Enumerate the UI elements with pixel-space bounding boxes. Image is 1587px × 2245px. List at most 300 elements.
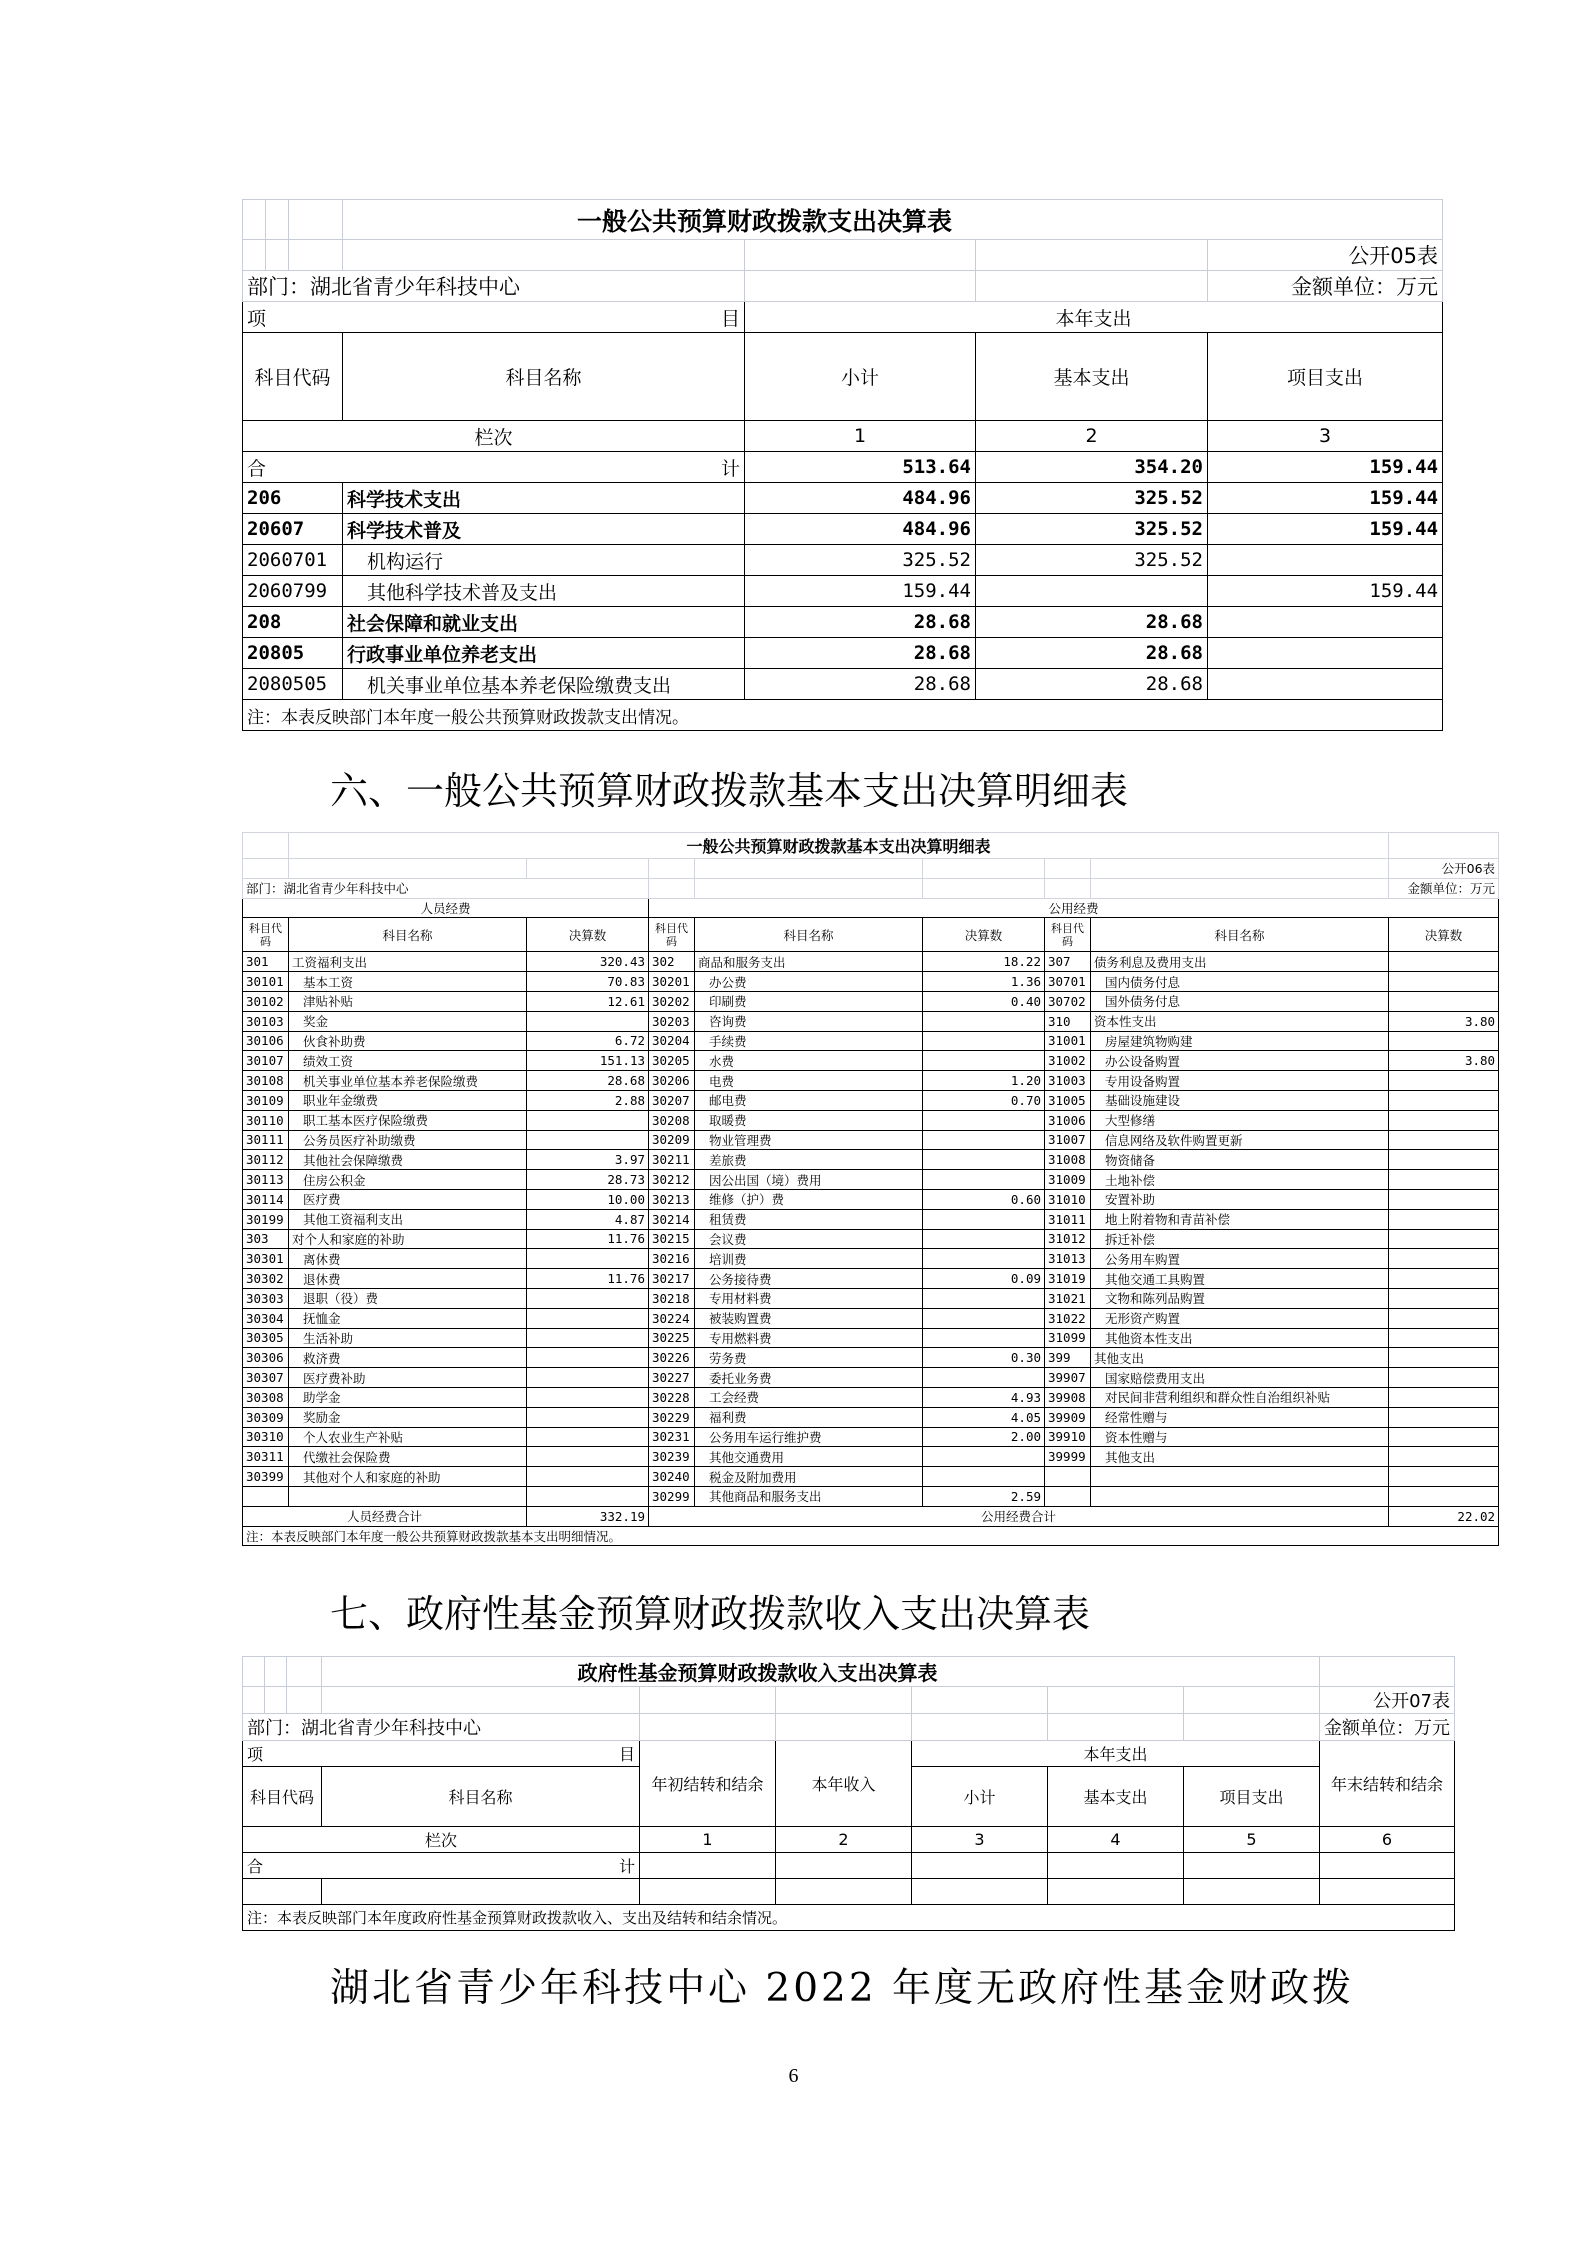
subject-name-cell: 经常性赠与: [1091, 1407, 1389, 1427]
subject-code-cell: 310: [1045, 1011, 1091, 1031]
subject-name-cell: 基础设施建设: [1091, 1090, 1389, 1110]
general-budget-expenditure-table: [242, 199, 1443, 731]
subject-name-cell: 邮电费: [695, 1090, 923, 1110]
subject-code-cell: 30111: [243, 1130, 289, 1150]
table-title: 政府性基金预算财政拨款收入支出决算表: [322, 1657, 1320, 1687]
subject-name-cell: 房屋建筑物购建: [1091, 1031, 1389, 1051]
amount-cell: [527, 1486, 649, 1506]
header-project-expenditure: 项目支出: [1184, 1767, 1320, 1827]
subject-name-cell: 办公设备购置: [1091, 1051, 1389, 1071]
subject-code-cell: 30101: [243, 972, 289, 992]
subject-name-cell: 拆迁补偿: [1091, 1229, 1389, 1249]
subject-name-cell: 无形资产购置: [1091, 1308, 1389, 1328]
subject-name-cell: 基本工资: [289, 972, 527, 992]
subject-code-cell: 31010: [1045, 1189, 1091, 1209]
subject-code-cell: 30306: [243, 1348, 289, 1368]
subject-code-cell: 30108: [243, 1071, 289, 1091]
header-item: 项 目: [243, 302, 745, 333]
subject-name-cell: 劳务费: [695, 1348, 923, 1368]
amount-cell: 11.76: [527, 1229, 649, 1249]
subject-code-cell: 31012: [1045, 1229, 1091, 1249]
subject-code-cell: 30209: [649, 1130, 695, 1150]
column-index-1: 1: [640, 1827, 776, 1853]
amount-cell: [527, 1348, 649, 1368]
subject-code-cell: 30214: [649, 1209, 695, 1229]
table-row: [243, 1229, 1499, 1249]
header-subject-name: 科目名称: [322, 1767, 640, 1827]
subject-code-cell: 30114: [243, 1189, 289, 1209]
subject-name-cell: 公务接待费: [695, 1269, 923, 1289]
amount-cell: [527, 1328, 649, 1348]
subject-code-cell: 30240: [649, 1467, 695, 1487]
amount-cell: [527, 1368, 649, 1388]
subject-code-cell: 30213: [649, 1189, 695, 1209]
amount-cell: [923, 1110, 1045, 1130]
table-row: [243, 1407, 1499, 1427]
subject-code-cell: 30399: [243, 1467, 289, 1487]
subject-name-cell: 抚恤金: [289, 1308, 527, 1328]
subject-name-cell: 工会经费: [695, 1387, 923, 1407]
table-row: [243, 1170, 1499, 1190]
column-index-2: 2: [976, 421, 1208, 452]
subject-name-cell: 债务利息及费用支出: [1091, 952, 1389, 972]
subject-name-cell: 对民间非营利组织和群众性自治组织补贴: [1091, 1387, 1389, 1407]
subject-code-cell: 302: [649, 952, 695, 972]
total-subtotal: 513.64: [745, 452, 976, 483]
amount-cell: [1389, 1348, 1499, 1368]
amount-cell: [1389, 952, 1499, 972]
subject-code-cell: 301: [243, 952, 289, 972]
subject-name-cell: 国内债务付息: [1091, 972, 1389, 992]
subject-code-cell: 39999: [1045, 1447, 1091, 1467]
subject-code-cell: 30211: [649, 1150, 695, 1170]
header-opening-balance: 年初结转和结余: [640, 1741, 776, 1827]
amount-cell: [1389, 991, 1499, 1011]
column-index-5: 5: [1184, 1827, 1320, 1853]
subject-name-cell: 委托业务费: [695, 1368, 923, 1388]
body-paragraph: 湖北省青少年科技中心 2022 年度无政府性基金财政拨: [330, 1966, 1355, 2011]
subject-code-cell: 39909: [1045, 1407, 1091, 1427]
subject-code-cell: 30218: [649, 1288, 695, 1308]
subject-name-cell: 医疗费补助: [289, 1368, 527, 1388]
subject-name-cell: 对个人和家庭的补助: [289, 1229, 527, 1249]
amount-cell: [1389, 1110, 1499, 1130]
subject-name-cell: 培训费: [695, 1249, 923, 1269]
amount-cell: [527, 1288, 649, 1308]
table-row: 2060701 机构运行 325.52 325.52: [243, 545, 1443, 576]
subject-name-cell: 职工基本医疗保险缴费: [289, 1110, 527, 1130]
amount-cell: 10.00: [527, 1189, 649, 1209]
amount-cell: [923, 1130, 1045, 1150]
subject-code-cell: 30107: [243, 1051, 289, 1071]
amount-cell: 0.40: [923, 991, 1045, 1011]
subject-name-cell: 机关事业单位基本养老保险缴费: [289, 1071, 527, 1091]
amount-cell: [527, 1407, 649, 1427]
subject-name-cell: 个人农业生产补贴: [289, 1427, 527, 1447]
department-label: 部门：湖北省青少年科技中心: [243, 1714, 640, 1741]
subject-code-cell: 30224: [649, 1308, 695, 1328]
table-row: [243, 1090, 1499, 1110]
subject-code-cell: 30309: [243, 1407, 289, 1427]
amount-cell: [1389, 1170, 1499, 1190]
header-subject-code: 科目代码: [649, 918, 695, 952]
amount-cell: 0.09: [923, 1269, 1045, 1289]
header-subject-name: 科目名称: [289, 918, 527, 952]
table-code: 公开05表: [1208, 240, 1443, 271]
column-index-label: 栏次: [243, 1827, 640, 1853]
subject-code-cell: 30239: [649, 1447, 695, 1467]
subject-code-cell: 30201: [649, 972, 695, 992]
subject-code-cell: 30226: [649, 1348, 695, 1368]
header-amount: 决算数: [923, 918, 1045, 952]
header-personnel-expenses: 人员经费: [243, 898, 649, 918]
subject-name-cell: 其他商品和服务支出: [695, 1486, 923, 1506]
subject-name-cell: 资本性支出: [1091, 1011, 1389, 1031]
subject-name-cell: 咨询费: [695, 1011, 923, 1031]
personnel-total-value: 332.19: [527, 1506, 649, 1526]
header-closing-balance: 年末结转和结余: [1320, 1741, 1455, 1827]
amount-cell: 6.72: [527, 1031, 649, 1051]
amount-cell: [923, 1209, 1045, 1229]
amount-cell: 28.73: [527, 1170, 649, 1190]
amount-cell: 2.59: [923, 1486, 1045, 1506]
amount-cell: [1389, 1486, 1499, 1506]
table-row: [243, 1051, 1499, 1071]
subject-code-cell: 30227: [649, 1368, 695, 1388]
amount-cell: 2.00: [923, 1427, 1045, 1447]
amount-cell: 3.80: [1389, 1051, 1499, 1071]
table-row: [243, 1486, 1499, 1506]
subject-code-cell: 30202: [649, 991, 695, 1011]
amount-cell: 0.70: [923, 1090, 1045, 1110]
amount-cell: [527, 1387, 649, 1407]
amount-cell: [1389, 1447, 1499, 1467]
table-title: 一般公共预算财政拨款基本支出决算明细表: [289, 833, 1389, 859]
subject-name-cell: 被装购置费: [695, 1308, 923, 1328]
amount-cell: [923, 1011, 1045, 1031]
amount-cell: 3.80: [1389, 1011, 1499, 1031]
page-number: 6: [788, 2065, 799, 2087]
amount-cell: [923, 1229, 1045, 1249]
subject-name-cell: 文物和陈列品购置: [1091, 1288, 1389, 1308]
subject-name-cell: 电费: [695, 1071, 923, 1091]
table-note: 注：本表反映部门本年度一般公共预算财政拨款基本支出明细情况。: [243, 1526, 1499, 1546]
subject-name-cell: 物业管理费: [695, 1130, 923, 1150]
table-row: [243, 1130, 1499, 1150]
subject-code-cell: 30102: [243, 991, 289, 1011]
subject-code-cell: 30106: [243, 1031, 289, 1051]
amount-cell: [923, 1467, 1045, 1487]
amount-cell: [527, 1011, 649, 1031]
amount-cell: [1389, 1249, 1499, 1269]
subject-code-cell: 30204: [649, 1031, 695, 1051]
table-row: 206 科学技术支出 484.96 325.52 159.44: [243, 483, 1443, 514]
table-row: [243, 1209, 1499, 1229]
subject-name-cell: 维修（护）费: [695, 1189, 923, 1209]
table-row: [243, 1288, 1499, 1308]
subject-code-cell: 30110: [243, 1110, 289, 1130]
subject-code-cell: 30305: [243, 1328, 289, 1348]
subject-code-cell: 30208: [649, 1110, 695, 1130]
subject-code-cell: 30304: [243, 1308, 289, 1328]
subject-code-cell: 30299: [649, 1486, 695, 1506]
header-current-income: 本年收入: [776, 1741, 912, 1827]
subject-name-cell: 其他支出: [1091, 1348, 1389, 1368]
subject-name-cell: 会议费: [695, 1229, 923, 1249]
amount-cell: [923, 1447, 1045, 1467]
total-basic: 354.20: [976, 452, 1208, 483]
department-label: 部门：湖北省青少年科技中心: [243, 271, 745, 302]
amount-cell: [923, 1308, 1045, 1328]
amount-cell: 4.05: [923, 1407, 1045, 1427]
subject-code-cell: 30225: [649, 1328, 695, 1348]
subject-name-cell: 公务员医疗补助缴费: [289, 1130, 527, 1150]
subject-name-cell: 生活补助: [289, 1328, 527, 1348]
table-note: 注：本表反映部门本年度政府性基金预算财政拨款收入、支出及结转和结余情况。: [243, 1905, 1455, 1931]
column-index-label: 栏次: [243, 421, 745, 452]
amount-cell: 4.87: [527, 1209, 649, 1229]
amount-cell: [527, 1467, 649, 1487]
subject-name-cell: 手续费: [695, 1031, 923, 1051]
subject-name-cell: 住房公积金: [289, 1170, 527, 1190]
table-title: 一般公共预算财政拨款支出决算表: [343, 200, 1443, 240]
subject-code-cell: 30216: [649, 1249, 695, 1269]
amount-cell: 28.68: [527, 1071, 649, 1091]
subject-name-cell: 商品和服务支出: [695, 952, 923, 972]
subject-code-cell: 30109: [243, 1090, 289, 1110]
amount-cell: [923, 1170, 1045, 1190]
amount-cell: 3.97: [527, 1150, 649, 1170]
amount-cell: [1389, 1150, 1499, 1170]
subject-name-cell: 土地补偿: [1091, 1170, 1389, 1190]
subject-code-cell: 39910: [1045, 1427, 1091, 1447]
subject-name-cell: 印刷费: [695, 991, 923, 1011]
subject-code-cell: 30215: [649, 1229, 695, 1249]
total-project: 159.44: [1208, 452, 1443, 483]
table-row: 2060799 其他科学技术普及支出 159.44 159.44: [243, 576, 1443, 607]
amount-cell: [1389, 1071, 1499, 1091]
header-basic-expenditure: 基本支出: [976, 333, 1208, 421]
header-subtotal: 小计: [745, 333, 976, 421]
subject-code-cell: 30310: [243, 1427, 289, 1447]
subject-name-cell: 离休费: [289, 1249, 527, 1269]
subject-name-cell: 专用设备购置: [1091, 1071, 1389, 1091]
amount-cell: [1389, 1387, 1499, 1407]
amount-cell: [1389, 1229, 1499, 1249]
public-total-label: 公用经费合计: [649, 1506, 1389, 1526]
column-index-4: 4: [1048, 1827, 1184, 1853]
subject-name-cell: 绩效工资: [289, 1051, 527, 1071]
table-code: 公开07表: [1320, 1687, 1455, 1714]
amount-cell: [1389, 1328, 1499, 1348]
table-row: [243, 1189, 1499, 1209]
total-label: 合 计: [243, 452, 745, 483]
subject-code-cell: 39908: [1045, 1387, 1091, 1407]
amount-cell: [923, 1150, 1045, 1170]
subject-code-cell: 30228: [649, 1387, 695, 1407]
amount-cell: [1389, 1269, 1499, 1289]
amount-cell: [923, 1031, 1045, 1051]
amount-cell: [923, 1249, 1045, 1269]
amount-cell: 1.36: [923, 972, 1045, 992]
subject-code-cell: 31007: [1045, 1130, 1091, 1150]
table-row: [243, 1071, 1499, 1091]
subject-code-cell: [243, 1486, 289, 1506]
header-basic-expenditure: 基本支出: [1048, 1767, 1184, 1827]
subject-code-cell: 30307: [243, 1368, 289, 1388]
subject-name-cell: 信息网络及软件购置更新: [1091, 1130, 1389, 1150]
subject-name-cell: 奖金: [289, 1011, 527, 1031]
table-row: [243, 972, 1499, 992]
table-row: 2080505 机关事业单位基本养老保险缴费支出 28.68 28.68: [243, 669, 1443, 700]
amount-cell: [1389, 1209, 1499, 1229]
section-heading-7: 七、政府性基金预算财政拨款收入支出决算表: [330, 1592, 1091, 1636]
subject-code-cell: 30199: [243, 1209, 289, 1229]
subject-code-cell: 31021: [1045, 1288, 1091, 1308]
subject-name-cell: 工资福利支出: [289, 952, 527, 972]
subject-name-cell: 助学金: [289, 1387, 527, 1407]
table-row: [243, 1447, 1499, 1467]
amount-cell: [1389, 1427, 1499, 1447]
table-row: [243, 1427, 1499, 1447]
table-row: [243, 1348, 1499, 1368]
subject-code-cell: 30231: [649, 1427, 695, 1447]
header-subtotal: 小计: [912, 1767, 1048, 1827]
subject-name-cell: 其他社会保障缴费: [289, 1150, 527, 1170]
amount-cell: 12.61: [527, 991, 649, 1011]
subject-code-cell: 31013: [1045, 1249, 1091, 1269]
table-row: 208 社会保障和就业支出 28.68 28.68: [243, 607, 1443, 638]
amount-cell: [1389, 972, 1499, 992]
header-public-expenses: 公用经费: [649, 898, 1499, 918]
table-row: [243, 1368, 1499, 1388]
total-label: 合 计: [243, 1853, 640, 1879]
header-current-expenditure: 本年支出: [912, 1741, 1320, 1767]
subject-code-cell: 303: [243, 1229, 289, 1249]
header-item: 项 目: [243, 1741, 640, 1767]
amount-cell: [1389, 1090, 1499, 1110]
amount-cell: 1.20: [923, 1071, 1045, 1091]
subject-name-cell: 其他对个人和家庭的补助: [289, 1467, 527, 1487]
subject-code-cell: 30301: [243, 1249, 289, 1269]
subject-name-cell: 其他支出: [1091, 1447, 1389, 1467]
subject-name-cell: 安置补助: [1091, 1189, 1389, 1209]
subject-name-cell: 代缴社会保险费: [289, 1447, 527, 1467]
government-fund-table: [242, 1656, 1455, 1931]
table-row: [243, 1150, 1499, 1170]
subject-name-cell: 专用材料费: [695, 1288, 923, 1308]
table-note: 注：本表反映部门本年度一般公共预算财政拨款支出情况。: [243, 700, 1443, 731]
subject-code-cell: 30311: [243, 1447, 289, 1467]
subject-name-cell: 公务用车运行维护费: [695, 1427, 923, 1447]
subject-code-cell: 307: [1045, 952, 1091, 972]
subject-name-cell: 奖励金: [289, 1407, 527, 1427]
header-current-year-expenditure: 本年支出: [745, 302, 1443, 333]
header-project-expenditure: 项目支出: [1208, 333, 1443, 421]
subject-code-cell: 30205: [649, 1051, 695, 1071]
subject-name-cell: 大型修缮: [1091, 1110, 1389, 1130]
amount-cell: 0.60: [923, 1189, 1045, 1209]
amount-cell: 70.83: [527, 972, 649, 992]
header-subject-name: 科目名称: [1091, 918, 1389, 952]
subject-name-cell: 救济费: [289, 1348, 527, 1368]
subject-name-cell: 租赁费: [695, 1209, 923, 1229]
subject-name-cell: 取暖费: [695, 1110, 923, 1130]
subject-name-cell: 退职（役）费: [289, 1288, 527, 1308]
section-heading-6: 六、一般公共预算财政拨款基本支出决算明细表: [330, 769, 1129, 813]
amount-cell: 11.76: [527, 1269, 649, 1289]
amount-cell: [527, 1110, 649, 1130]
amount-cell: [527, 1130, 649, 1150]
column-index-6: 6: [1320, 1827, 1455, 1853]
subject-code-cell: 30207: [649, 1090, 695, 1110]
table-row: [243, 1011, 1499, 1031]
header-amount: 决算数: [527, 918, 649, 952]
header-subject-code: 科目代码: [243, 918, 289, 952]
subject-code-cell: 31099: [1045, 1328, 1091, 1348]
amount-cell: [1389, 1130, 1499, 1150]
subject-code-cell: 31011: [1045, 1209, 1091, 1229]
column-index-3: 3: [912, 1827, 1048, 1853]
subject-code-cell: 31003: [1045, 1071, 1091, 1091]
amount-cell: [1389, 1407, 1499, 1427]
subject-name-cell: 其他交通费用: [695, 1447, 923, 1467]
subject-name-cell: 国外债务付息: [1091, 991, 1389, 1011]
subject-name-cell: [289, 1486, 527, 1506]
table-row: 20607 科学技术普及 484.96 325.52 159.44: [243, 514, 1443, 545]
table-row: [243, 952, 1499, 972]
subject-code-cell: 30303: [243, 1288, 289, 1308]
header-amount: 决算数: [1389, 918, 1499, 952]
table-row: [243, 1467, 1499, 1487]
subject-code-cell: 30103: [243, 1011, 289, 1031]
subject-code-cell: 31022: [1045, 1308, 1091, 1328]
subject-code-cell: 30229: [649, 1407, 695, 1427]
subject-name-cell: 福利费: [695, 1407, 923, 1427]
amount-cell: [1389, 1189, 1499, 1209]
subject-name-cell: 物资储备: [1091, 1150, 1389, 1170]
subject-name-cell: 退休费: [289, 1269, 527, 1289]
subject-code-cell: 30308: [243, 1387, 289, 1407]
header-subject-name: 科目名称: [343, 333, 745, 421]
header-subject-code: 科目代码: [243, 1767, 322, 1827]
subject-code-cell: [1045, 1486, 1091, 1506]
amount-cell: [923, 1368, 1045, 1388]
subject-code-cell: 30203: [649, 1011, 695, 1031]
subject-name-cell: 伙食补助费: [289, 1031, 527, 1051]
subject-code-cell: 30702: [1045, 991, 1091, 1011]
unit-label: 金额单位：万元: [1320, 1714, 1455, 1741]
column-index-2: 2: [776, 1827, 912, 1853]
amount-cell: 151.13: [527, 1051, 649, 1071]
table-row: [243, 991, 1499, 1011]
public-total-value: 22.02: [1389, 1506, 1499, 1526]
amount-cell: [1389, 1288, 1499, 1308]
subject-code-cell: 31005: [1045, 1090, 1091, 1110]
subject-name-cell: 其他交通工具购置: [1091, 1269, 1389, 1289]
subject-name-cell: 差旅费: [695, 1150, 923, 1170]
table-code: 公开06表: [1389, 859, 1499, 879]
department-label: 部门：湖北省青少年科技中心: [243, 878, 649, 898]
amount-cell: [527, 1249, 649, 1269]
table-row: [243, 1387, 1499, 1407]
table-row: 20805 行政事业单位养老支出 28.68 28.68: [243, 638, 1443, 669]
table-row: [243, 1031, 1499, 1051]
table-row: [243, 1269, 1499, 1289]
subject-code-cell: 30701: [1045, 972, 1091, 992]
table-row: [243, 1328, 1499, 1348]
amount-cell: [1389, 1368, 1499, 1388]
